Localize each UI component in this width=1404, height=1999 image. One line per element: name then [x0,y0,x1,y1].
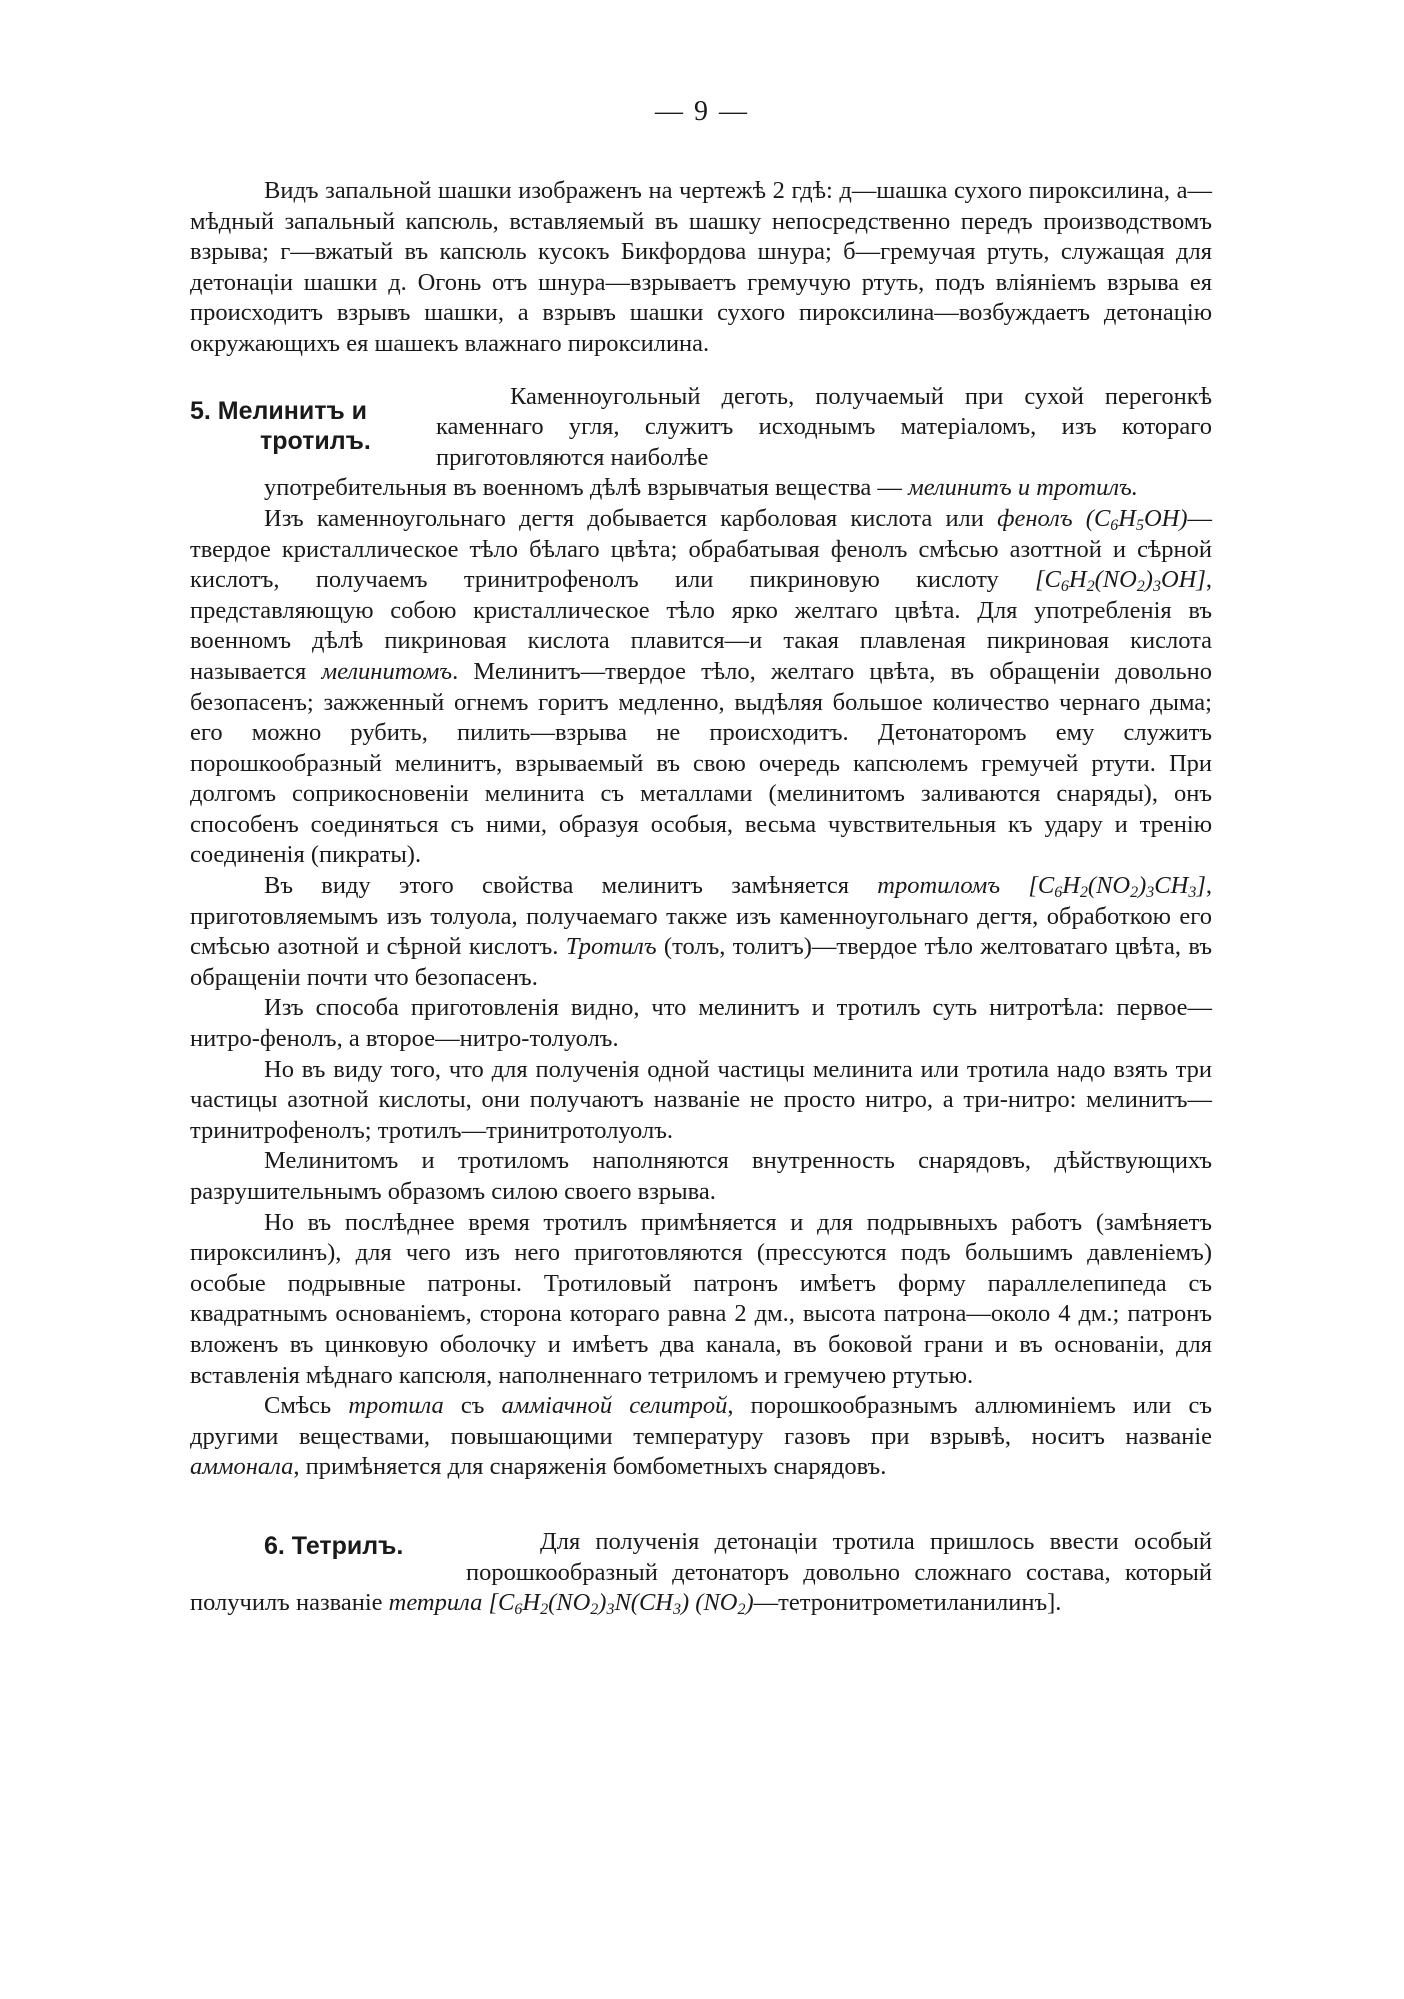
emphasis-phenol: фенолъ [997,504,1073,532]
emphasis-trotilom: тротиломъ [877,872,1001,900]
paragraph-trinitro: Но въ виду того, что для полученія одной частицы мелинита или тротила надо взять три частицы азотной кислоты, они получаютъ названіе не просто нитро, а три-нитро: мелинитъ—тринитрофенолъ; тротилъ—тринитротолуолъ. [190,1055,1212,1144]
emphasis-trotil: тротилъ. [1036,474,1138,502]
text-run: , порошкообразнымъ аллюминіемъ или съ другими веществами, повышающими температуру газовъ при взрывѣ, носитъ названіе [190,1392,1213,1450]
formula-phenol: $(C_6H_5OH)$ [1085,504,1188,534]
text-run: Изъ каменноугольнаго дегтя добывается карболовая кислота или [264,504,984,532]
section-melinit-trotil [190,382,1212,504]
section-heading-melinit [190,396,400,456]
emphasis-and: и [1017,474,1031,502]
formula-picric-acid: $[C_6H_2(NO_2)_3OH]$ [1034,566,1206,596]
formula-tetril: [$C_6H_2(NO_2)_3N(CH_3)$ $(NO_2)$ [488,1589,754,1619]
text-run: —тетронитрометиланилинъ]. [753,1589,1062,1617]
text-run: —твердое кристаллическое тѣло бѣлаго цвѣта; обрабатывая фенолъ смѣсью азоттной и сѣрной кислотъ, получаемъ тринитрофенолъ или пикриновую кислоту [190,504,1213,594]
text-run: Смѣсь [264,1392,332,1420]
text-run: Въ виду этого свойства мелинитъ замѣняется [264,872,849,900]
emphasis-melinit: мелинитъ [908,474,1012,502]
text-run: съ [460,1392,485,1420]
page-number: — 9 — [655,96,749,127]
text-run: употребительныя въ военномъ дѣлѣ взрывчатыя вещества — [264,474,902,502]
page-body [190,176,1212,1619]
emphasis-ammonium-nitrate: амміачной селитрой [501,1392,728,1420]
text-run: Для полученія детонаціи тротила пришлось ввести особый порошкообразный детонаторъ довольно сложнаго состава, который получилъ названіе [190,1527,1212,1617]
section-heading-line-1: 5. Мелинитъ и [190,396,368,425]
section-intro-text: Каменноугольный деготь, получаемый при сухой перегонкѣ каменнаго угля, служитъ исходнымъ матеріаломъ, изъ котораго приготовляются наиболѣе [436,382,1212,471]
paragraph-ammonal [190,1391,1212,1483]
text-run: . Мелинитъ—твердое тѣло, желтаго цвѣта, въ обращеніи довольно безопасенъ; зажженный огнемъ горитъ медленно, выдѣляя большое количество чернаго дыма; его можно рубить, пилить—взрыва не происходитъ. Детонаторомъ ему служитъ порошкообразный мелинитъ, взрываемый въ свою очередь капсюлемъ гремучей ртути. При долгомъ соприкосновеніи мелинита съ металлами (мелинитомъ заливаются снаряды), онъ способенъ соединяться съ ними, образуя особыя, весьма чувствительныя къ удару и тренію соединенія (пикраты). [190,657,1212,869]
paragraph-phenol [190,504,1212,871]
section-tetril [190,1527,1212,1619]
text-run: , приготовляемымъ изъ толуола, получаемаго также изъ каменноугольнаго дегтя, обработкою его смѣсью азотной и сѣрной кислотъ. [190,872,1212,961]
emphasis-ammonal: аммонала [190,1453,294,1481]
emphasis-trotil: Тротилъ [565,933,657,961]
paragraph-nitro-bodies: Изъ способа приготовленія видно, что мелинитъ и тротилъ суть нитротѣла: первое—нитро-фенолъ, а второе—нитро-толуолъ. [190,994,1212,1053]
formula-trotil: $[C_6H_2(NO_2)_3CH_3]$ [1028,872,1206,902]
paragraph-shells: Мелинитомъ и тротиломъ наполняются внутренность снарядовъ, дѣйствующихъ разрушительнымъ образомъ силою своего взрыва. [190,1147,1212,1205]
text-run: (толъ, толитъ)—твердое тѣло желтоватаго цвѣта, въ обращеніи почти что безопасенъ. [190,933,1212,991]
paragraph-trotil [190,871,1212,993]
paragraph-fuse-block: Видъ запальной шашки изображенъ на чертежѣ 2 гдѣ: д—шашка сухого пироксилина, а—мѣдный запальный капсюль, вставляемый въ шашку непосредственно передъ производствомъ взрыва; г—вжатый въ капсюль кусокъ Бикфордова шнура; б—гремучая ртуть, служащая для детонаціи шашки д. Огонь отъ шнура—взрываетъ гремучую ртуть, подъ вліяніемъ взрыва ея происходитъ взрывъ шашки, а взрывъ шашки сухого пироксилина—возбуждаетъ детонацію окружающихъ ея шашекъ влажнаго пироксилина. [190,177,1212,357]
text-run: , представляющую собою кристаллическое тѣло ярко желтаго цвѣта. Для употребленія въ военномъ дѣлѣ пикриновая кислота плавится—и такая плавленая пикриновая кислота называется [190,566,1212,685]
section-intro-continuation [190,473,1212,504]
emphasis-trotila: тротила [348,1392,444,1420]
emphasis-melinitom: мелинитомъ [321,657,453,685]
text-run: , примѣняется для снаряженія бомбометныхъ снарядовъ. [293,1453,887,1481]
paragraph-demolition: Но въ послѣднее время тротилъ примѣняется и для подрывныхъ работъ (замѣняетъ пироксилинъ), для чего изъ него приготовляются (прессуются подъ большимъ давленіемъ) особые подрывные патроны. Тротиловый патронъ имѣетъ форму параллелепипеда съ квадратнымъ основаніемъ, сторона котораго равна 2 дм., высота патрона—около 4 дм.; патронъ вложенъ въ цинковую оболочку и имѣетъ два канала, въ боковой грани и въ основаніи, для вставленія мѣднаго капсюля, наполненнаго тетриломъ и гремучею ртутью. [190,1208,1212,1389]
section-heading-line-2: тротилъ. [260,426,371,455]
emphasis-tetrila: тетрила [388,1589,483,1617]
section-heading-tetril: 6. Тетрилъ. [264,1531,404,1560]
